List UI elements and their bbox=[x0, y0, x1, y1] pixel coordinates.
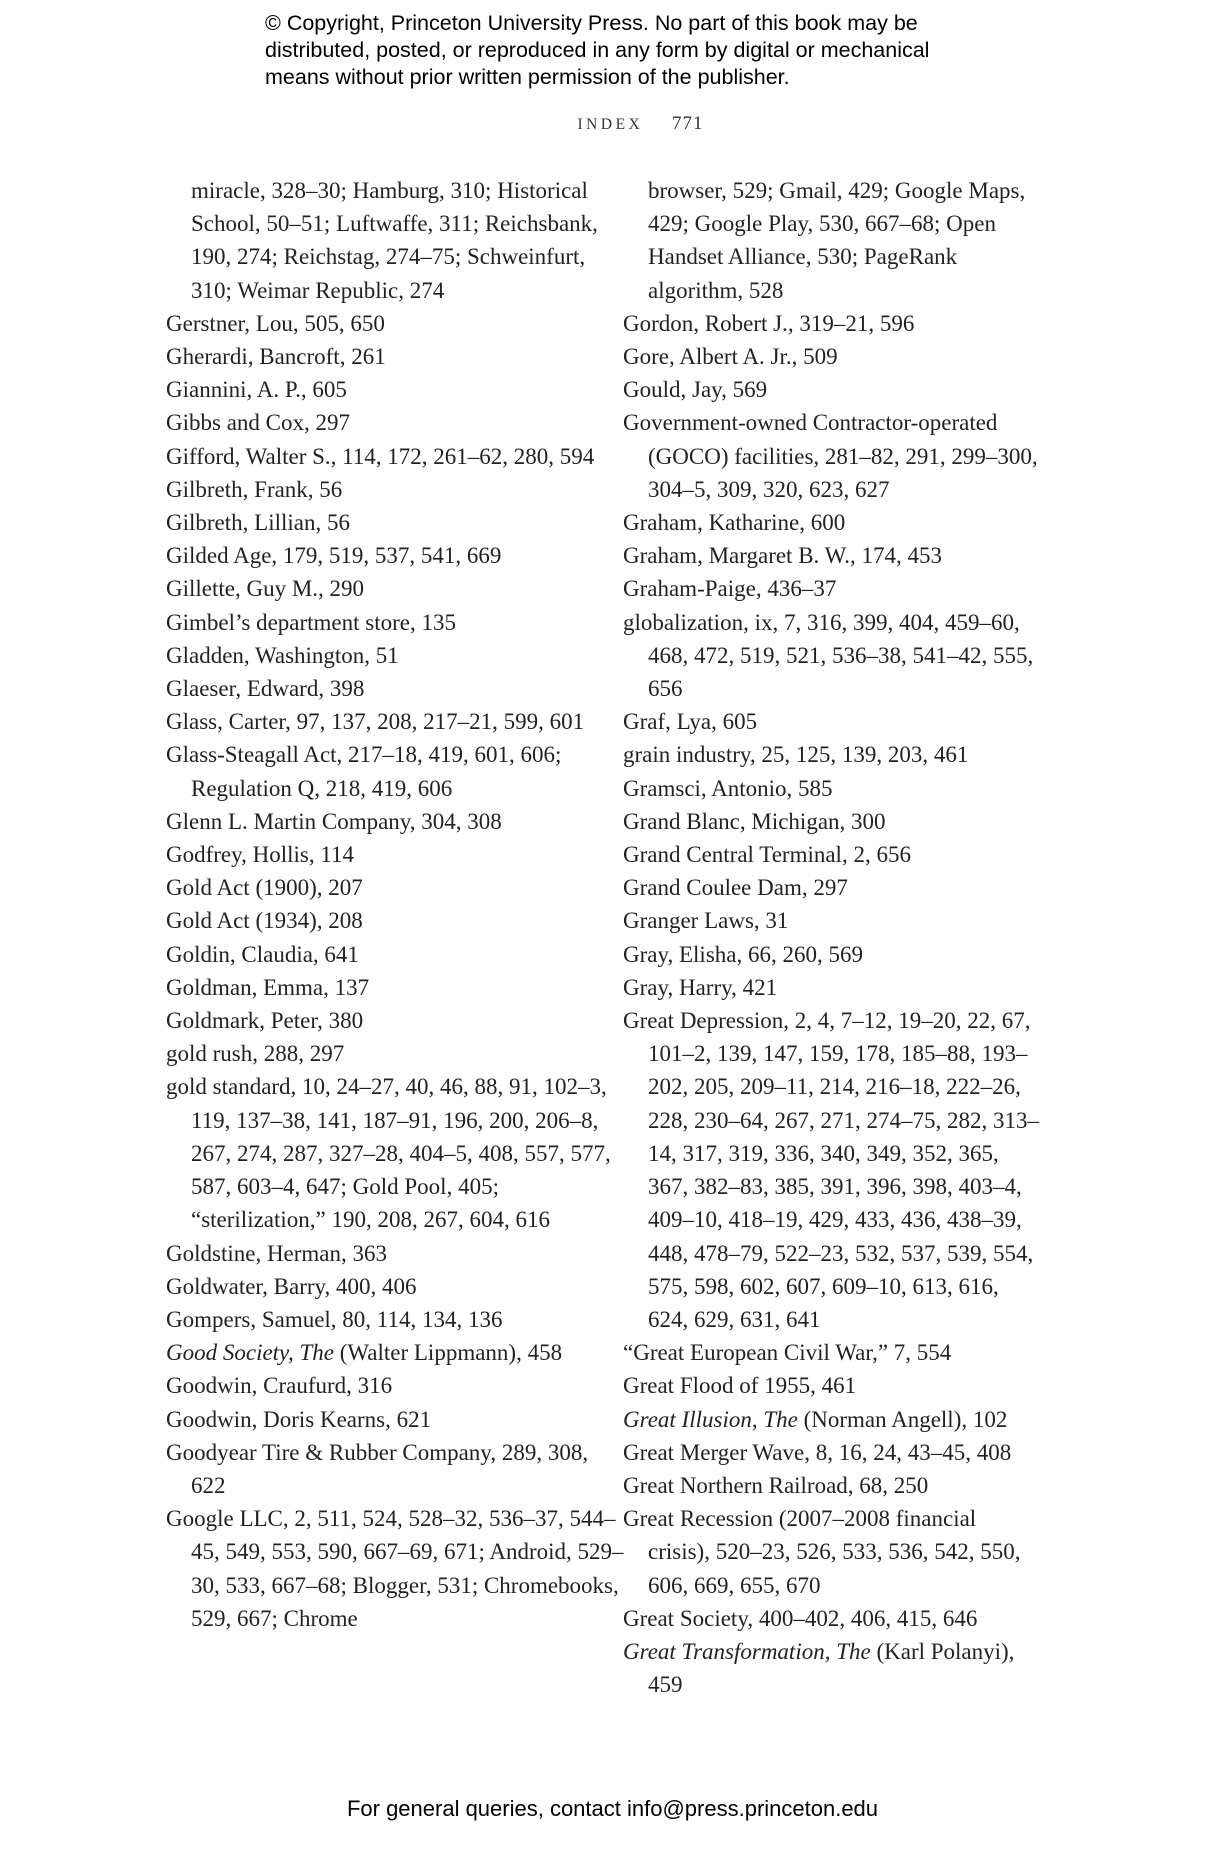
index-entry: Gillette, Guy M., 290 bbox=[166, 576, 365, 602]
index-entry: miracle, 328–30; Hamburg, 310; Historical School, 50–51; Luftwaffe, 311; Reichsbank, 190, 274; Reichstag, 274–75; Schweinfurt, 310; Weimar Republic, 274 bbox=[191, 178, 598, 303]
footer-contact: For general queries, contact info@press.princeton.edu bbox=[346, 1796, 879, 1821]
index-entry: Gilbreth, Frank, 56 bbox=[166, 476, 343, 502]
index-entry: Glass-Steagall Act, 217–18, 419, 601, 606; Regulation Q, 218, 419, 606 bbox=[166, 742, 562, 801]
running-head-label: INDEX bbox=[577, 116, 644, 133]
index-entry: Giannini, A. P., 605 bbox=[166, 377, 347, 403]
index-entry: Great Illusion, The (Norman Angell), 102 bbox=[623, 1406, 1008, 1432]
index-entry: Godfrey, Hollis, 114 bbox=[166, 842, 355, 868]
index-entry: Goldin, Claudia, 641 bbox=[166, 941, 359, 967]
index-entry: Gompers, Samuel, 80, 114, 134, 136 bbox=[166, 1306, 503, 1332]
index-entry: Gold Act (1934), 208 bbox=[166, 908, 363, 934]
index-entry: Gould, Jay, 569 bbox=[623, 377, 768, 403]
index-entry: browser, 529; Gmail, 429; Google Maps, 429; Google Play, 530, 667–68; Open Handset Alliance, 530; PageRank algorithm, 528 bbox=[648, 178, 1026, 303]
index-entry: Graham, Katharine, 600 bbox=[623, 510, 846, 536]
copyright-line: © Copyright, Princeton University Press. No part of this book may be bbox=[265, 11, 918, 35]
index-entry: Gramsci, Antonio, 585 bbox=[623, 775, 833, 801]
index-entry: “Great European Civil War,” 7, 554 bbox=[623, 1340, 952, 1366]
index-entry: Goodwin, Doris Kearns, 621 bbox=[166, 1406, 432, 1432]
index-entry: Gray, Elisha, 66, 260, 569 bbox=[623, 941, 863, 967]
index-entry: Government-owned Contractor-operated (GOCO) facilities, 281–82, 291, 299–300, 304–5, 309, 320, 623, 627 bbox=[623, 410, 1038, 502]
index-entry: Goldman, Emma, 137 bbox=[166, 974, 370, 1000]
index-entry: Great Merger Wave, 8, 16, 24, 43–45, 408 bbox=[623, 1439, 1012, 1465]
index-entry: Graf, Lya, 605 bbox=[623, 709, 758, 735]
running-head bbox=[0, 113, 1225, 135]
index-entry: Graham-Paige, 436–37 bbox=[623, 576, 837, 602]
index-entry: Glaeser, Edward, 398 bbox=[166, 676, 365, 702]
index-entry: Goodyear Tire & Rubber Company, 289, 308, 622 bbox=[166, 1439, 589, 1498]
index-entry: gold rush, 288, 297 bbox=[166, 1041, 345, 1067]
index-entry: Grand Blanc, Michigan, 300 bbox=[623, 808, 886, 834]
index-entry: Gore, Albert A. Jr., 509 bbox=[623, 344, 838, 370]
page-number: 771 bbox=[671, 113, 704, 134]
index-entry: Great Transformation, The (Karl Polanyi), 459 bbox=[623, 1638, 1015, 1698]
index-column-right bbox=[623, 174, 1043, 1701]
index-entry: Great Northern Railroad, 68, 250 bbox=[623, 1472, 929, 1498]
index-entry: Gibbs and Cox, 297 bbox=[166, 410, 350, 436]
index-entry: grain industry, 25, 125, 139, 203, 461 bbox=[623, 742, 969, 768]
index-entry: Gladden, Washington, 51 bbox=[166, 642, 399, 668]
index-entry: Glenn L. Martin Company, 304, 308 bbox=[166, 808, 502, 834]
index-entry: Granger Laws, 31 bbox=[623, 908, 789, 934]
index-entry: Great Society, 400–402, 406, 415, 646 bbox=[623, 1605, 978, 1631]
index-entry: globalization, ix, 7, 316, 399, 404, 459–60, 468, 472, 519, 521, 536–38, 541–42, 555, 656 bbox=[623, 609, 1034, 702]
index-entry: Glass, Carter, 97, 137, 208, 217–21, 599, 601 bbox=[166, 709, 585, 735]
index-column-left bbox=[166, 174, 626, 1635]
index-entry: Gray, Harry, 421 bbox=[623, 974, 778, 1000]
index-entry: Goldstine, Herman, 363 bbox=[166, 1240, 388, 1266]
index-entry: Gilbreth, Lillian, 56 bbox=[166, 510, 350, 536]
index-entry: Good Society, The (Walter Lippmann), 458 bbox=[166, 1340, 563, 1366]
index-entry: Great Recession (2007–2008 financial crisis), 520–23, 526, 533, 536, 542, 550, 606, 669, 655, 670 bbox=[623, 1506, 1021, 1598]
index-entry: Gifford, Walter S., 114, 172, 261–62, 280, 594 bbox=[166, 443, 595, 469]
index-entry: Gordon, Robert J., 319–21, 596 bbox=[623, 310, 915, 336]
index-entry: Gherardi, Bancroft, 261 bbox=[166, 344, 386, 370]
index-entry: Goldwater, Barry, 400, 406 bbox=[166, 1273, 417, 1299]
index-entry: Gerstner, Lou, 505, 650 bbox=[166, 310, 385, 336]
copyright-notice bbox=[265, 10, 1025, 91]
index-entry: Gold Act (1900), 207 bbox=[166, 875, 363, 901]
index-entry: Great Flood of 1955, 461 bbox=[623, 1373, 857, 1399]
copyright-line: distributed, posted, or reproduced in any form by digital or mechanical bbox=[265, 38, 930, 62]
index-entry: Goodwin, Craufurd, 316 bbox=[166, 1373, 393, 1399]
index-entry: Goldmark, Peter, 380 bbox=[166, 1008, 364, 1034]
index-entry: Grand Central Terminal, 2, 656 bbox=[623, 842, 911, 868]
index-entry: Great Depression, 2, 4, 7–12, 19–20, 22, 67, 101–2, 139, 147, 159, 178, 185–88, 193–202, 205, 209–11, 214, 216–18, 222–26, 228, 230–64, 267, 271, 274–75, 282, 313–14, 317, 319, 336, 340, 349, 352, 365, 367, 382–83, 385, 391, 396, 398, 403–4, 409–10, 418–19, 429, 433, 436, 438–39, 448, 478–79, 522–23, 532, 537, 539, 554, 575, 598, 602, 607, 609–10, 613, 616, 624, 629, 631, 641 bbox=[623, 1008, 1039, 1332]
index-entry: Google LLC, 2, 511, 524, 528–32, 536–37, 544–45, 549, 553, 590, 667–69, 671; Android, 529–30, 533, 667–68; Blogger, 531; Chromebooks, 529, 667; Chrome bbox=[166, 1506, 624, 1631]
index-entry: Grand Coulee Dam, 297 bbox=[623, 875, 848, 901]
index-entry: Gimbel’s department store, 135 bbox=[166, 609, 456, 635]
index-entry: Gilded Age, 179, 519, 537, 541, 669 bbox=[166, 543, 502, 569]
index-entry: Graham, Margaret B. W., 174, 453 bbox=[623, 543, 942, 569]
index-entry: gold standard, 10, 24–27, 40, 46, 88, 91, 102–3, 119, 137–38, 141, 187–91, 196, 200, 206–8, 267, 274, 287, 327–28, 404–5, 408, 557, 577, 587, 603–4, 647; Gold Pool, 405; “sterilization,” 190, 208, 267, 604, 616 bbox=[166, 1074, 611, 1233]
copyright-line: means without prior written permission of the publisher. bbox=[265, 65, 790, 89]
